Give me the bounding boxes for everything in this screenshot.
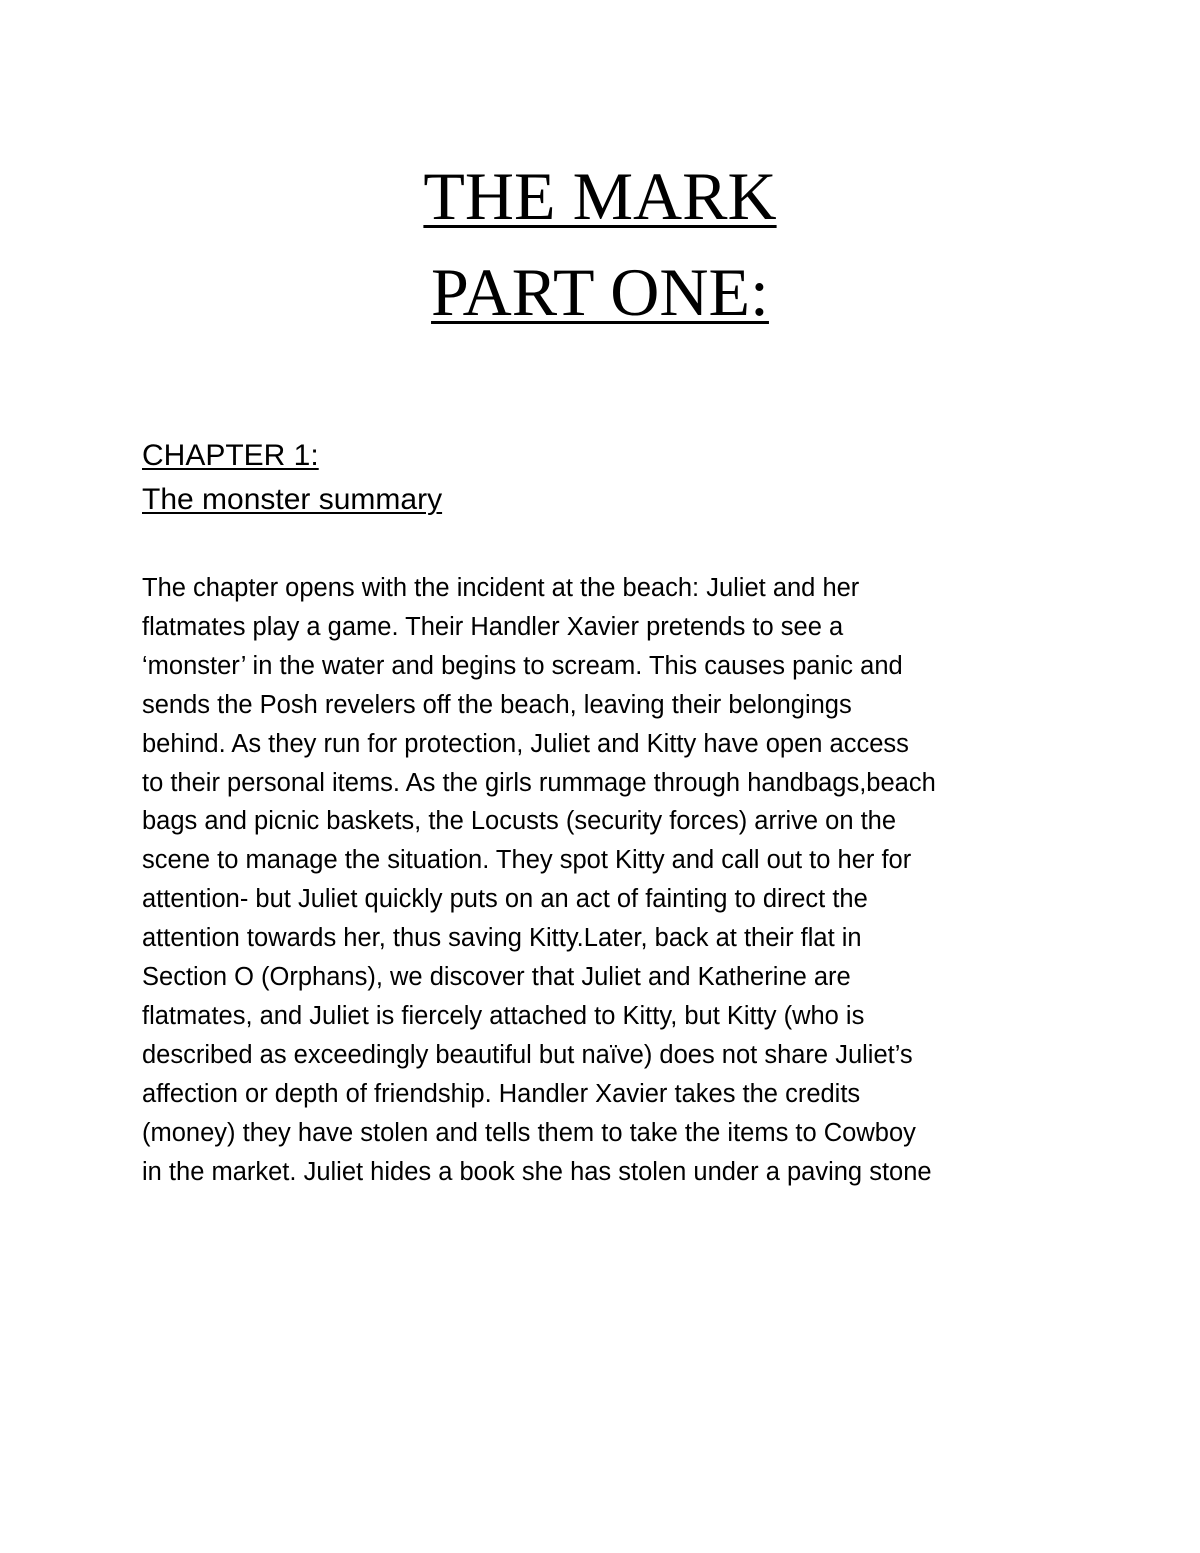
body-line: attention- but Juliet quickly puts on an act of fainting to direct the <box>142 885 868 914</box>
title-line-1-text: THE MARK <box>423 158 777 234</box>
body-line: scene to manage the situation. They spot Kitty and call out to her for <box>142 846 912 875</box>
title-line-1 <box>0 148 1200 244</box>
body-line: The chapter opens with the incident at the beach: Juliet and her <box>142 574 860 602</box>
body-line: described as exceedingly beautiful but naïve) does not share Juliet’s <box>142 1040 913 1069</box>
body-paragraph <box>142 569 1072 1192</box>
body-line: flatmates play a game. Their Handler Xavier pretends to see a <box>142 612 844 641</box>
body-line: to their personal items. As the girls rummage through handbags,beach <box>142 768 936 797</box>
body-line: affection or depth of friendship. Handler Xavier takes the credits <box>142 1079 861 1108</box>
body-line: Section O (Orphans), we discover that Juliet and Katherine are <box>142 963 851 992</box>
body-line: behind. As they run for protection, Juliet and Kitty have open access <box>142 729 909 758</box>
title-line-2 <box>0 244 1200 340</box>
chapter-heading: CHAPTER 1: <box>142 439 319 472</box>
body-line: sends the Posh revelers off the beach, leaving their belongings <box>142 690 852 719</box>
body-line: flatmates, and Juliet is fiercely attached to Kitty, but Kitty (who is <box>142 1001 865 1030</box>
document-title <box>0 148 1200 340</box>
body-line: bags and picnic baskets, the Locusts (security forces) arrive on the <box>142 807 897 836</box>
chapter-heading-block <box>142 434 442 522</box>
body-line: attention towards her, thus saving Kitty.Later, back at their flat in <box>142 924 862 953</box>
title-line-2-text: PART ONE: <box>431 254 769 330</box>
body-line: (money) they have stolen and tells them to take the items to Cowboy <box>142 1118 916 1147</box>
body-line: ‘monster’ in the water and begins to scream. This causes panic and <box>142 651 903 680</box>
chapter-subheading: The monster summary <box>142 483 443 516</box>
body-line: in the market. Juliet hides a book she has stolen under a paving stone <box>142 1157 932 1186</box>
